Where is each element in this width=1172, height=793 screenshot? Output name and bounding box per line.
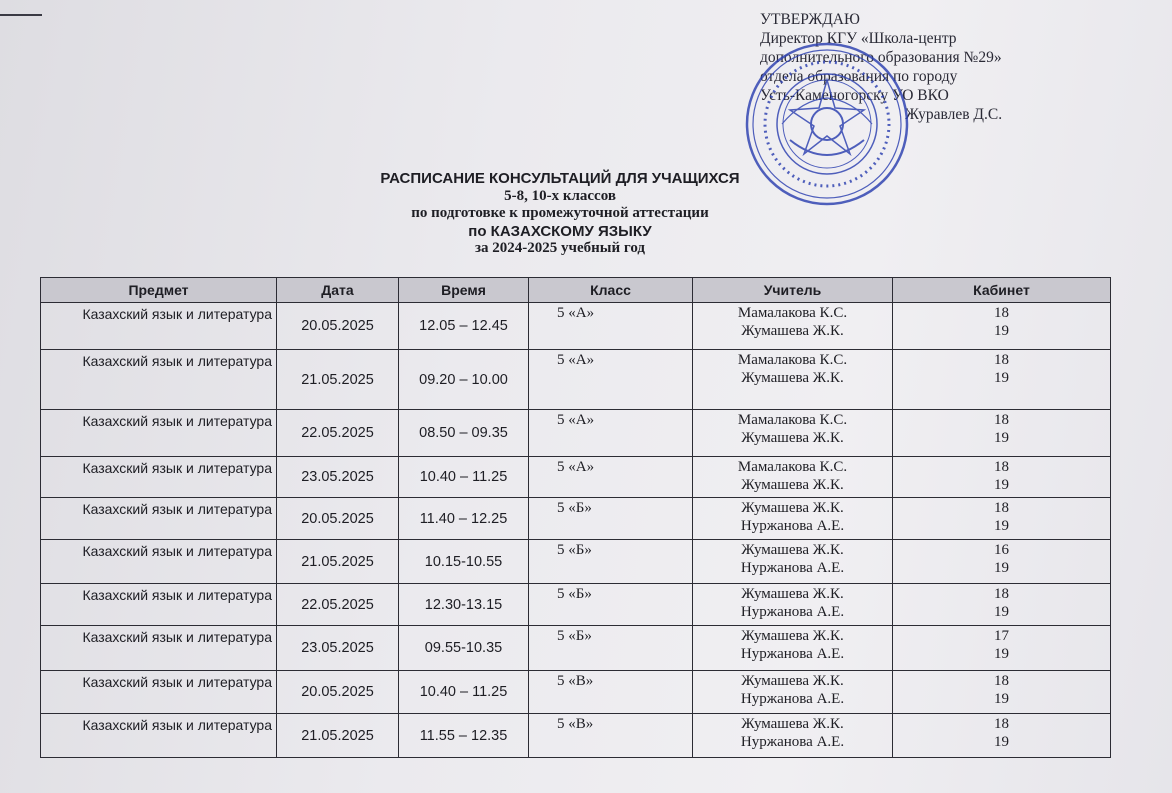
cell-room (893, 350, 1111, 410)
cell-date: 21.05.2025 (277, 714, 399, 758)
room-number: 19 (994, 691, 1009, 707)
cell-teacher (693, 714, 893, 758)
cell-subject: Казахский язык и литература (41, 498, 277, 540)
room-number: 19 (994, 734, 1009, 750)
cell-room (893, 457, 1111, 498)
document-title (280, 170, 840, 258)
cell-teacher (693, 350, 893, 410)
teacher-name: Жумашева Ж.К. (741, 628, 844, 644)
room-number: 18 (994, 500, 1009, 516)
cell-time: 10.15-10.55 (399, 540, 529, 584)
teacher-name: Жумашева Ж.К. (741, 586, 844, 602)
teacher-name: Жумашева Ж.К. (741, 370, 844, 386)
cell-teacher (693, 584, 893, 626)
room-number: 16 (994, 542, 1009, 558)
cell-subject: Казахский язык и литература (41, 671, 277, 714)
teacher-name: Нуржанова А.Е. (740, 734, 845, 750)
cell-teacher (693, 457, 893, 498)
room-number: 19 (994, 477, 1009, 493)
cell-subject: Казахский язык и литература (41, 350, 277, 410)
room-number: 19 (994, 560, 1009, 576)
cell-time: 12.30-13.15 (399, 584, 529, 626)
cell-date: 23.05.2025 (277, 457, 399, 498)
table-row (41, 350, 1111, 410)
approval-line: отдела образования по городу (760, 68, 958, 85)
cell-class: 5 «В» (529, 671, 693, 714)
teacher-name: Нуржанова А.Е. (740, 560, 845, 576)
cell-class: 5 «А» (529, 457, 693, 498)
header-subject: Предмет (41, 278, 277, 303)
header-time: Время (399, 278, 529, 303)
approval-line: Журавлев Д.С. (905, 106, 1003, 123)
cell-teacher (693, 303, 893, 350)
room-number: 18 (994, 716, 1009, 732)
cell-time: 11.40 – 12.25 (399, 498, 529, 540)
room-number: 19 (994, 430, 1009, 446)
cell-date: 21.05.2025 (277, 540, 399, 584)
cell-teacher (693, 410, 893, 457)
header-date: Дата (277, 278, 399, 303)
table-row (41, 498, 1111, 540)
cell-teacher (693, 498, 893, 540)
cell-subject: Казахский язык и литература (41, 714, 277, 758)
table-row (41, 540, 1111, 584)
table-row (41, 671, 1111, 714)
title-main: РАСПИСАНИЕ КОНСУЛЬТАЦИЙ ДЛЯ УЧАЩИХСЯ (380, 170, 740, 187)
title-purpose: по подготовке к промежуточной аттестации (411, 205, 709, 221)
header-teacher: Учитель (693, 278, 893, 303)
cell-class: 5 «Б» (529, 540, 693, 584)
room-number: 19 (994, 518, 1009, 534)
room-number: 18 (994, 673, 1009, 689)
cell-class: 5 «А» (529, 410, 693, 457)
title-classes: 5-8, 10-х классов (504, 187, 616, 204)
cell-time: 12.05 – 12.45 (399, 303, 529, 350)
room-number: 17 (994, 628, 1009, 644)
approval-line: дополнительного образования №29» (760, 49, 1002, 66)
cell-date: 22.05.2025 (277, 410, 399, 457)
teacher-name: Нуржанова А.Е. (740, 518, 845, 534)
cell-date: 22.05.2025 (277, 584, 399, 626)
cell-subject: Казахский язык и литература (41, 303, 277, 350)
cell-teacher (693, 671, 893, 714)
teacher-name: Жумашева Ж.К. (741, 500, 844, 516)
header-class: Класс (529, 278, 693, 303)
approval-line: Усть-Каменогорску УО ВКО (760, 87, 949, 104)
teacher-name: Жумашева Ж.К. (741, 430, 844, 446)
schedule-table (40, 277, 1111, 758)
cell-room (893, 671, 1111, 714)
table-row (41, 303, 1111, 350)
room-number: 19 (994, 323, 1009, 339)
table-row (41, 410, 1111, 457)
room-number: 18 (994, 459, 1009, 475)
table-row (41, 457, 1111, 498)
cell-time: 10.40 – 11.25 (399, 457, 529, 498)
room-number: 19 (994, 604, 1009, 620)
cell-time: 10.40 – 11.25 (399, 671, 529, 714)
title-subject: по КАЗАХСКОМУ ЯЗЫКУ (468, 222, 652, 240)
room-number: 19 (994, 646, 1009, 662)
teacher-name: Жумашева Ж.К. (741, 477, 844, 493)
cell-room (893, 410, 1111, 457)
cell-subject: Казахский язык и литература (41, 540, 277, 584)
table-row (41, 714, 1111, 758)
cell-date: 21.05.2025 (277, 350, 399, 410)
title-year: за 2024-2025 учебный год (475, 240, 645, 256)
cell-time: 08.50 – 09.35 (399, 410, 529, 457)
approval-line: УТВЕРЖДАЮ (760, 11, 860, 28)
room-number: 18 (994, 412, 1009, 428)
cell-room (893, 714, 1111, 758)
room-number: 18 (994, 352, 1009, 368)
cell-class: 5 «А» (529, 303, 693, 350)
teacher-name: Нуржанова А.Е. (740, 604, 845, 620)
cell-time: 09.20 – 10.00 (399, 350, 529, 410)
cell-room (893, 584, 1111, 626)
teacher-name: Мамалакова К.С. (737, 412, 848, 428)
room-number: 19 (994, 370, 1009, 386)
cell-subject: Казахский язык и литература (41, 410, 277, 457)
approval-line: Директор КГУ «Школа-центр (760, 30, 957, 47)
cell-time: 11.55 – 12.35 (399, 714, 529, 758)
cell-date: 20.05.2025 (277, 498, 399, 540)
cell-teacher (693, 626, 893, 671)
table-row (41, 584, 1111, 626)
cell-class: 5 «В» (529, 714, 693, 758)
cell-date: 20.05.2025 (277, 671, 399, 714)
teacher-name: Жумашева Ж.К. (741, 716, 844, 732)
cell-class: 5 «Б» (529, 626, 693, 671)
cell-subject: Казахский язык и литература (41, 626, 277, 671)
teacher-name: Жумашева Ж.К. (741, 673, 844, 689)
teacher-name: Жумашева Ж.К. (741, 323, 844, 339)
cell-class: 5 «Б» (529, 584, 693, 626)
cell-subject: Казахский язык и литература (41, 457, 277, 498)
top-rule (0, 14, 42, 16)
teacher-name: Мамалакова К.С. (737, 352, 848, 368)
cell-date: 20.05.2025 (277, 303, 399, 350)
teacher-name: Жумашева Ж.К. (741, 542, 844, 558)
teacher-name: Мамалакова К.С. (737, 459, 848, 475)
cell-room (893, 626, 1111, 671)
teacher-name: Нуржанова А.Е. (740, 646, 845, 662)
table-header-row (41, 278, 1111, 303)
cell-subject: Казахский язык и литература (41, 584, 277, 626)
cell-teacher (693, 540, 893, 584)
cell-time: 09.55-10.35 (399, 626, 529, 671)
header-room: Кабинет (893, 278, 1111, 303)
room-number: 18 (994, 586, 1009, 602)
cell-room (893, 498, 1111, 540)
cell-class: 5 «Б» (529, 498, 693, 540)
cell-date: 23.05.2025 (277, 626, 399, 671)
room-number: 18 (994, 305, 1009, 321)
table-row (41, 626, 1111, 671)
teacher-name: Мамалакова К.С. (737, 305, 848, 321)
cell-room (893, 540, 1111, 584)
cell-room (893, 303, 1111, 350)
cell-class: 5 «А» (529, 350, 693, 410)
teacher-name: Нуржанова А.Е. (740, 691, 845, 707)
